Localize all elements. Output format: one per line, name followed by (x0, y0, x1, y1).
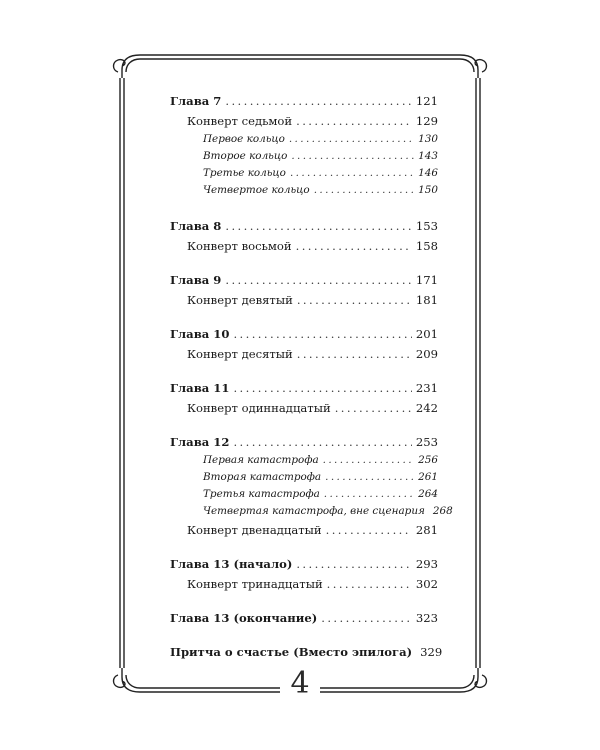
dot-leader (325, 469, 414, 486)
toc-title: Конверт одиннадцатый (187, 401, 331, 415)
toc-title: Конверт седьмой (187, 114, 293, 128)
toc-title: Третья катастрофа (203, 488, 320, 500)
toc-title: Конверт восьмой (187, 239, 292, 253)
toc-entry-chapter-12[interactable] (170, 432, 438, 452)
toc-page: 231 (415, 381, 438, 395)
toc-entry-envelope-13[interactable] (170, 574, 438, 594)
toc-page: 143 (418, 150, 438, 162)
dot-leader (296, 554, 412, 574)
toc-entry-chapter-9[interactable] (170, 270, 438, 290)
toc-title: Четвертая катастрофа, вне сценария (203, 505, 425, 517)
toc-page: 209 (415, 347, 438, 361)
toc-title: Конверт двенадцатый (187, 523, 322, 537)
toc-entry-ring-2[interactable] (170, 148, 438, 165)
toc-page: 253 (415, 435, 438, 449)
dot-leader (327, 574, 412, 594)
dot-leader (314, 182, 414, 199)
toc-title: Конверт девятый (187, 293, 293, 307)
toc-title: Третье кольцо (203, 167, 286, 179)
toc-entry-envelope-12[interactable] (170, 520, 438, 540)
toc-page: 264 (418, 488, 438, 500)
dot-leader (225, 216, 411, 236)
toc-title: Глава 11 (170, 381, 230, 395)
page-number-label: 4 (282, 666, 317, 701)
toc-page: 268 (432, 505, 453, 517)
toc-page: 121 (415, 94, 438, 108)
toc-title: Глава 8 (170, 219, 222, 233)
toc-entry-chapter-11[interactable] (170, 378, 438, 398)
toc-page: 150 (418, 184, 438, 196)
toc-page: 153 (415, 219, 438, 233)
toc-entry-catastrophe-4[interactable] (170, 503, 453, 520)
toc-entry-envelope-9[interactable] (170, 290, 438, 310)
dot-leader (225, 91, 411, 111)
toc-entry-chapter-13-end[interactable] (170, 608, 438, 628)
toc-entry-envelope-10[interactable] (170, 344, 438, 364)
toc-title: Глава 12 (170, 435, 230, 449)
dot-leader (335, 398, 412, 418)
toc-entry-envelope-7[interactable] (170, 111, 438, 131)
toc-entry-chapter-13-start[interactable] (170, 554, 438, 574)
dot-leader (233, 324, 411, 344)
toc-page: 146 (418, 167, 438, 179)
toc-title: Глава 9 (170, 273, 222, 287)
dot-leader (323, 452, 415, 469)
toc-title: Вторая катастрофа (203, 471, 322, 483)
toc-page: 130 (418, 133, 438, 145)
dot-leader (296, 236, 412, 256)
toc-page: 323 (415, 611, 438, 625)
dot-leader (225, 270, 411, 290)
toc-page: 261 (418, 471, 438, 483)
dot-leader (296, 111, 412, 131)
dot-leader (321, 608, 412, 628)
dot-leader (326, 520, 412, 540)
toc-title: Притча о счастье (Вместо эпилога) (170, 645, 413, 659)
toc-page: 181 (415, 293, 438, 307)
toc-title: Первое кольцо (203, 133, 285, 145)
toc-page: 158 (415, 239, 438, 253)
toc-title: Конверт десятый (187, 347, 293, 361)
toc-title: Глава 10 (170, 327, 230, 341)
dot-leader (291, 148, 414, 165)
toc-entry-parable[interactable] (170, 642, 443, 662)
dot-leader (233, 432, 411, 452)
toc-entry-catastrophe-1[interactable] (170, 452, 438, 469)
toc-page: 242 (415, 401, 438, 415)
dot-leader (289, 131, 414, 148)
toc-entry-chapter-10[interactable] (170, 324, 438, 344)
toc-page: 293 (415, 557, 438, 571)
toc-entry-chapter-8[interactable] (170, 216, 438, 236)
toc-page: 171 (415, 273, 438, 287)
dot-leader (297, 290, 412, 310)
toc-entry-envelope-11[interactable] (170, 398, 438, 418)
toc-entry-catastrophe-2[interactable] (170, 469, 438, 486)
dot-leader (290, 165, 414, 182)
toc-page: 281 (415, 523, 438, 537)
toc-entry-envelope-8[interactable] (170, 236, 438, 256)
toc-title: Глава 7 (170, 94, 222, 108)
toc-entry-ring-3[interactable] (170, 165, 438, 182)
toc-title: Первая катастрофа (203, 454, 319, 466)
toc-page: 256 (418, 454, 438, 466)
toc-title: Глава 13 (окончание) (170, 611, 318, 625)
toc-page: 201 (415, 327, 438, 341)
toc-title: Глава 13 (начало) (170, 557, 293, 571)
toc-entry-ring-4[interactable] (170, 182, 438, 199)
toc-entry-ring-1[interactable] (170, 131, 438, 148)
toc-page: 302 (415, 577, 438, 591)
dot-leader (233, 378, 411, 398)
page-number (0, 664, 600, 704)
toc-page: 329 (420, 645, 443, 659)
table-of-contents (170, 91, 453, 662)
dot-leader (297, 344, 412, 364)
toc-entry-chapter-7[interactable] (170, 91, 438, 111)
toc-entry-catastrophe-3[interactable] (170, 486, 438, 503)
toc-title: Конверт тринадцатый (187, 577, 323, 591)
dot-leader (324, 486, 414, 503)
toc-title: Четвертое кольцо (203, 184, 310, 196)
toc-title: Второе кольцо (203, 150, 288, 162)
toc-page: 129 (415, 114, 438, 128)
